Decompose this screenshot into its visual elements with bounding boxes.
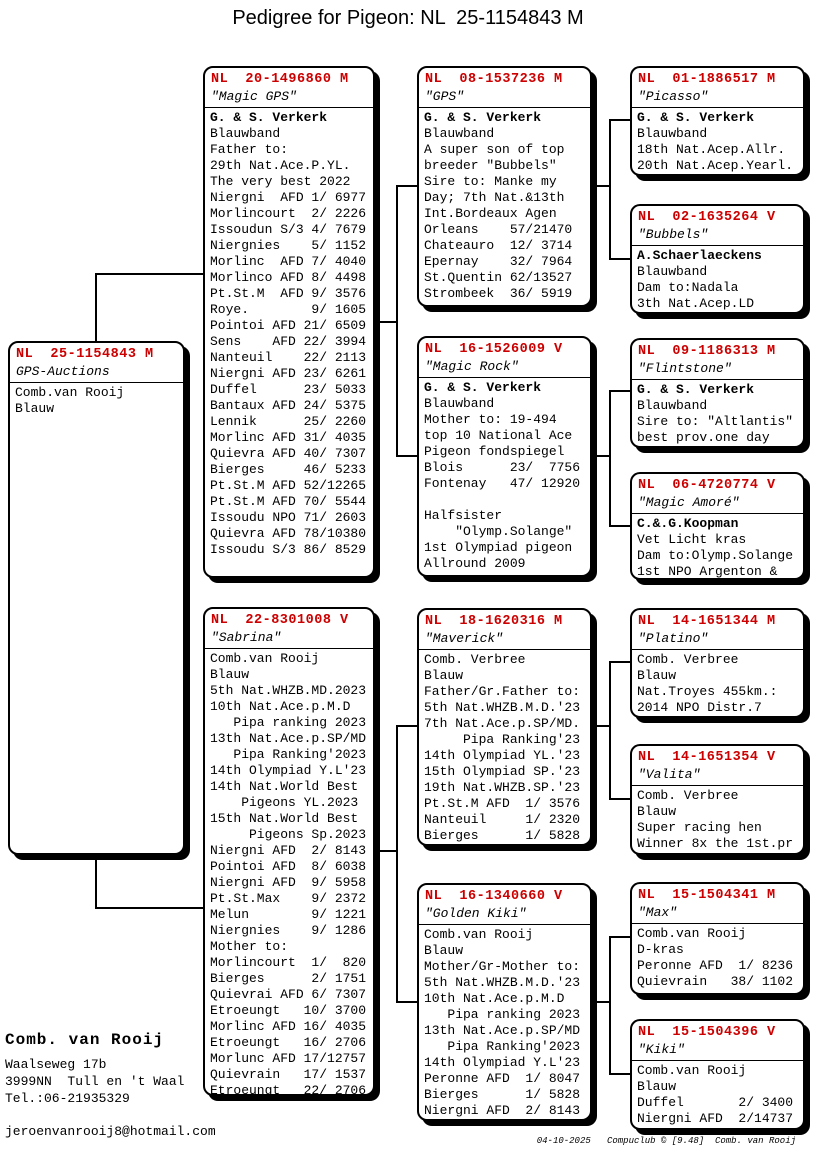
detail-line: Blauw [210,667,250,682]
connector-line [609,662,611,800]
connector-line [609,391,611,527]
box-header [419,338,590,378]
box-header [632,884,803,924]
detail-line: 14th Olympiad Y.L'23 [424,1055,581,1070]
detail-line: 10th Nat.Ace.p.M.D [424,991,565,1006]
detail-line: A.Schaerlaeckens [637,248,762,263]
box-details [419,108,590,304]
detail-line: Peronne AFD 1/ 8236 [637,958,794,973]
detail-line: Blauw [424,668,464,683]
ring-number: NL 16-1340660 V [425,889,563,904]
detail-line: Dam to:Olymp.Solange [637,548,794,563]
ring-number: NL 14-1651344 M [638,614,776,629]
connector-line [592,1001,610,1003]
ring-number: NL 22-8301008 V [211,613,349,628]
box-header [205,609,373,649]
ring-number: NL 15-1504396 V [638,1025,776,1040]
box-sire-dam-sire [630,338,805,448]
box-header [632,206,803,246]
detail-line: Father/Gr.Father to: [424,684,581,699]
detail-line: Morlinco AFD 8/ 4498 [210,270,367,285]
connector-line [609,120,611,260]
connector-line [592,725,610,727]
detail-line: G. & S. Verkerk [637,110,755,125]
detail-line: Mother to: 19-494 [424,412,557,427]
box-header [632,68,803,108]
detail-line: Super racing hen [637,820,762,835]
box-details [632,1061,803,1129]
detail-line: 13th Nat.Ace.p.SP/MD [210,731,367,746]
pigeon-name: "Bubbels" [638,227,709,242]
box-details [632,246,803,314]
pigeon-name: "Kiki" [638,1042,685,1057]
detail-line: Pointoi AFD 8/ 6038 [210,859,367,874]
detail-line: Etroeungt 10/ 3700 [210,1003,367,1018]
detail-line: Bantaux AFD 24/ 5375 [210,398,367,413]
ring-number: NL 18-1620316 M [425,614,563,629]
ring-number: NL 09-1186313 M [638,344,776,359]
box-sire [203,66,375,578]
detail-line: Blauw [637,1079,677,1094]
connector-line [375,321,398,323]
page-title: Pedigree for Pigeon: NL 25-1154843 M [232,7,584,29]
detail-line: Day; 7th Nat.&13th [424,190,565,205]
box-details [419,925,590,1121]
detail-line: Pipa ranking 2023 [424,1007,581,1022]
detail-line: Pipa ranking 2023 [210,715,367,730]
detail-line: best prov.one day [637,430,770,445]
detail-line: Comb.van Rooij [424,927,534,942]
detail-line: 5th Nat.WHZB.M.D.'23 [424,700,581,715]
pigeon-name: "Platino" [638,631,709,646]
detail-line: 19th Nat.WHZB.SP.'23 [424,780,581,795]
detail-line: 5th Nat.WHZB.MD.2023 [210,683,367,698]
connector-line [609,661,630,663]
box-sire-sire-dam [630,204,805,314]
detail-line: Niergni AFD 9/ 5958 [210,875,367,890]
connector-line [609,525,630,527]
detail-line: Comb. Verbree [637,652,739,667]
box-details [10,383,183,419]
detail-line: Blauw [424,943,464,958]
ring-number: NL 01-1886517 M [638,72,776,87]
detail-line: Niergni AFD 2/ 8143 [210,843,367,858]
box-header [632,340,803,380]
box-header [10,343,183,383]
detail-line: Blauw [637,804,677,819]
detail-line: G. & S. Verkerk [424,110,542,125]
detail-line: Morlunc AFD 17/12757 [210,1051,367,1066]
connector-line [609,1073,630,1075]
pigeon-name: GPS-Auctions [16,364,110,379]
detail-line: Sire to: "Altlantis" [637,414,794,429]
detail-line: Orleans 57/21470 [424,222,573,237]
detail-line: Blois 23/ 7756 [424,460,581,475]
box-details [632,380,803,448]
detail-line: 3th Nat.Acep.LD [637,296,755,311]
detail-line: Strombeek 36/ 5919 [424,286,573,301]
detail-line: Pigeon fondspiegel [424,444,565,459]
detail-line: D-kras [637,942,684,957]
box-dam-dam [417,883,592,1121]
detail-line: 13th Nat.Ace.p.SP/MD [424,1023,581,1038]
detail-line: 15th Olympiad SP.'23 [424,764,581,779]
connector-line [95,855,97,909]
connector-line [396,455,417,457]
detail-line: Niergnies 5/ 1152 [210,238,367,253]
detail-line: Pigeons YL.2023 [210,795,359,810]
detail-line: Pt.St.M AFD 1/ 3576 [424,796,581,811]
box-sire-dam-dam [630,472,805,580]
detail-line: Comb.van Rooij [15,385,125,400]
owner-phone: Tel.:06-21935329 [5,1091,130,1106]
detail-line: Mother/Gr-Mother to: [424,959,581,974]
detail-line: Comb. Verbree [424,652,526,667]
connector-line [95,907,203,909]
pigeon-name: "Maverick" [425,631,504,646]
detail-line: Comb.van Rooij [637,926,747,941]
detail-line: Issoudu S/3 86/ 8529 [210,542,367,557]
detail-line: breeder "Bubbels" [424,158,557,173]
detail-line: Pt.St.M AFD 52/12265 [210,478,367,493]
connector-line [396,186,398,457]
owner-name: Comb. van Rooij [5,1031,165,1049]
detail-line: Pigeons Sp.2023 [210,827,367,842]
box-dam [203,607,375,1096]
detail-line: 7th Nat.Ace.p.SP/MD. [424,716,581,731]
detail-line: Vet Licht kras [637,532,747,547]
connector-line [396,725,417,727]
detail-line: Blauwband [424,126,495,141]
ring-number: NL 15-1504341 M [638,888,776,903]
pigeon-name: "Magic Amoré" [638,495,740,510]
detail-line: Niergni AFD 23/ 6261 [210,366,367,381]
detail-line: Morlinc AFD 16/ 4035 [210,1019,367,1034]
detail-line: Mother to: [210,939,289,954]
box-dam-sire-sire [630,608,805,718]
detail-line: Comb.van Rooij [637,1063,747,1078]
box-details [632,514,803,582]
connector-line [609,936,630,938]
detail-line: Pt.St.Max 9/ 2372 [210,891,367,906]
detail-line: 10th Nat.Ace.p.M.D [210,699,351,714]
detail-line: Quievra AFD 78/10380 [210,526,367,541]
detail-line: 14th Nat.World Best [210,779,359,794]
connector-line [95,273,97,341]
ring-number: NL 16-1526009 V [425,342,563,357]
box-details [632,108,803,176]
box-header [632,610,803,650]
detail-line: 29th Nat.Ace.P.YL. [210,158,351,173]
ring-number: NL 25-1154843 M [16,347,154,362]
detail-line: Blauwband [424,396,495,411]
detail-line: Sire to: Manke my [424,174,557,189]
connector-line [375,850,398,852]
detail-line: top 10 National Ace [424,428,573,443]
box-details [419,650,590,846]
detail-line: 14th Olympiad YL.'23 [424,748,581,763]
box-header [419,68,590,108]
connector-line [609,937,611,1075]
detail-line: Blauwband [210,126,281,141]
pigeon-name: "Golden Kiki" [425,906,527,921]
detail-line: G. & S. Verkerk [210,110,328,125]
box-details [632,650,803,718]
detail-line: 1st NPO Argenton & [637,564,778,579]
box-dam-dam-sire [630,882,805,995]
box-details [632,924,803,992]
detail-line: Issoudun S/3 4/ 7679 [210,222,367,237]
detail-line: Issoudu NPO 71/ 2603 [210,510,367,525]
detail-line: 18th Nat.Acep.Allr. [637,142,786,157]
box-header [632,474,803,514]
owner-block [5,1031,216,1139]
detail-line: Bierges 2/ 1751 [210,971,367,986]
detail-line: Bierges 1/ 5828 [424,828,581,843]
ring-number: NL 14-1651354 V [638,750,776,765]
detail-line: Epernay 32/ 7964 [424,254,573,269]
pigeon-name: "Magic GPS" [211,89,297,104]
detail-line: Morlinc AFD 31/ 4035 [210,430,367,445]
footer-credit: 04-10-2025 Compuclub © [9.48] Comb. van Rooij [536,1136,796,1146]
detail-line: A super son of top [424,142,565,157]
detail-line: Quievrain 38/ 1102 [637,974,794,989]
box-sire-sire-sire [630,66,805,176]
box-header [419,885,590,925]
detail-line: Winner 8x the 1st.pr [637,836,794,851]
detail-line: Pt.St.M AFD 9/ 3576 [210,286,367,301]
ring-number: NL 20-1496860 M [211,72,349,87]
connector-line [609,390,630,392]
detail-line: C.&.G.Koopman [637,516,739,531]
box-details [419,378,590,574]
box-dam-sire-dam [630,744,805,855]
detail-line: 5th Nat.WHZB.M.D.'23 [424,975,581,990]
box-header [632,746,803,786]
detail-line: Etroeungt 22/ 2706 [210,1083,367,1098]
detail-line: Nanteuil 1/ 2320 [424,812,581,827]
detail-line: 2014 NPO Distr.7 [637,700,762,715]
owner-email: jeroenvanrooij8@hotmail.com [5,1124,216,1139]
ring-number: NL 06-4720774 V [638,478,776,493]
detail-line: Peronne AFD 1/ 8047 [424,1071,581,1086]
detail-line: G. & S. Verkerk [637,382,755,397]
pigeon-name: "Sabrina" [211,630,282,645]
connector-line [609,798,630,800]
owner-address-line2: 3999NN Tull en 't Waal [5,1074,185,1089]
detail-line: Blauw [15,401,55,416]
detail-line: Dam to:Nadala [637,280,739,295]
box-header [205,68,373,108]
pigeon-name: "GPS" [425,89,465,104]
detail-line: Fontenay 47/ 12920 [424,476,581,491]
ring-number: NL 02-1635264 V [638,210,776,225]
detail-line: Melun 9/ 1221 [210,907,367,922]
box-sire-sire [417,66,592,307]
connector-line [396,185,417,187]
detail-line: St.Quentin 62/13527 [424,270,573,285]
detail-line: Morlinc AFD 7/ 4040 [210,254,367,269]
detail-line: Bierges 1/ 5828 [424,1087,581,1102]
detail-line: The very best 2022 [210,174,351,189]
detail-line: 14th Olympiad Y.L'23 [210,763,367,778]
detail-line: Halfsister [424,508,503,523]
pigeon-name: "Max" [638,905,678,920]
detail-line: Chateauro 12/ 3714 [424,238,573,253]
detail-line: Duffel 23/ 5033 [210,382,367,397]
detail-line: Pointoi AFD 21/ 6509 [210,318,367,333]
detail-line: G. & S. Verkerk [424,380,542,395]
detail-line: Blauwband [637,126,708,141]
detail-line: 15th Nat.World Best [210,811,359,826]
box-sire-dam [417,336,592,577]
connector-line [609,258,630,260]
detail-line: Morlincourt 1/ 820 [210,955,367,970]
pigeon-name: "Flintstone" [638,361,732,376]
detail-line: Allround 2009 [424,556,526,571]
detail-line: Pt.St.M AFD 70/ 5544 [210,494,367,509]
detail-line: Niergnies 9/ 1286 [210,923,367,938]
detail-line: Niergni AFD 2/ 8143 [424,1103,581,1118]
ring-number: NL 08-1537236 M [425,72,563,87]
connector-line [95,273,203,275]
detail-line: Roye. 9/ 1605 [210,302,367,317]
detail-line: Niergni AFD 1/ 6977 [210,190,367,205]
detail-line: Pipa Ranking'2023 [424,1039,581,1054]
pigeon-name: "Valita" [638,767,701,782]
detail-line: Pipa Ranking'2023 [210,747,367,762]
detail-line: 1st Olympiad pigeon [424,540,573,555]
detail-line: Etroeungt 16/ 2706 [210,1035,367,1050]
connector-line [609,119,630,121]
detail-line: Quievrain 17/ 1537 [210,1067,367,1082]
box-details [632,786,803,854]
detail-line: Blauwband [637,398,708,413]
box-header [419,610,590,650]
detail-line: Int.Bordeaux Agen [424,206,557,221]
detail-line: Duffel 2/ 3400 [637,1095,794,1110]
detail-line: Blauwband [637,264,708,279]
detail-line: Nat.Troyes 455km.: [637,684,778,699]
detail-line: Nanteuil 22/ 2113 [210,350,367,365]
box-dam-sire [417,608,592,846]
box-dam-dam-dam [630,1019,805,1130]
box-subject [8,341,185,855]
detail-line: Pipa Ranking'23 [424,732,581,747]
detail-line: Comb.van Rooij [210,651,320,666]
detail-line: Quievrai AFD 6/ 7307 [210,987,367,1002]
detail-line: Sens AFD 22/ 3994 [210,334,367,349]
detail-line: Bierges 46/ 5233 [210,462,367,477]
owner-address-line1: Waalseweg 17b [5,1057,107,1072]
detail-line: 20th Nat.Acep.Yearl. [637,158,794,173]
detail-line: Blauw [637,668,677,683]
connector-line [592,455,610,457]
box-details [205,108,373,560]
connector-line [396,726,398,1003]
detail-line: Lennik 25/ 2260 [210,414,367,429]
pigeon-name: "Picasso" [638,89,709,104]
box-header [632,1021,803,1061]
connector-line [396,1001,417,1003]
box-details [205,649,373,1101]
detail-line: Father to: [210,142,289,157]
pigeon-name: "Magic Rock" [425,359,519,374]
detail-line: Morlincourt 2/ 2226 [210,206,367,221]
detail-line: Quievra AFD 40/ 7307 [210,446,367,461]
detail-line [424,492,585,508]
connector-line [592,185,610,187]
detail-line: Comb. Verbree [637,788,739,803]
detail-line: Niergni AFD 2/14737 [637,1111,794,1126]
detail-line: "Olymp.Solange" [424,524,573,539]
